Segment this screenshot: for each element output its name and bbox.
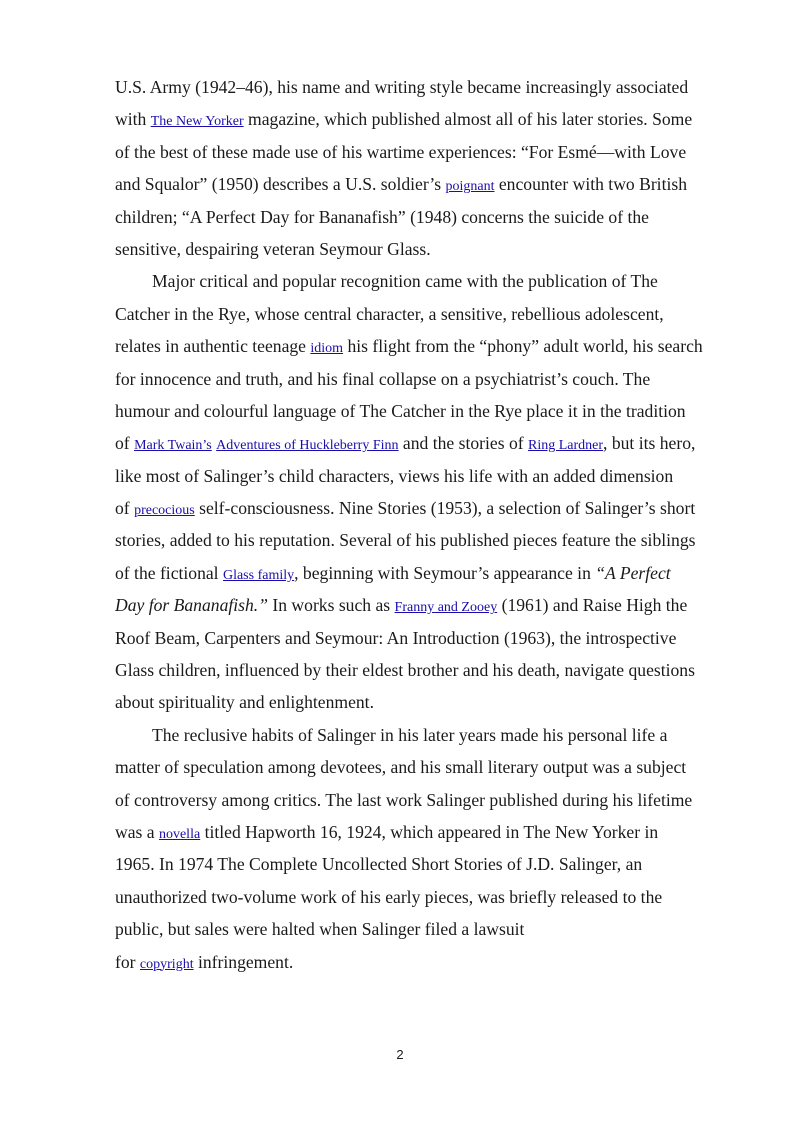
paragraph-2-line-1: Major critical and popular recognition came with the publication of The xyxy=(152,271,658,292)
text-run: self-consciousness. Nine Stories (1953), a selection of Salinger’s short xyxy=(194,498,696,519)
link-mark-twain[interactable]: Mark Twain’s xyxy=(134,438,212,454)
paragraph-2-line-5: humour and colourful language of The Catcher in the Rye place it in the tradition xyxy=(115,400,686,421)
link-ring-lardner[interactable]: Ring Lardner xyxy=(528,438,604,454)
paragraph-2-line-8 xyxy=(115,492,755,524)
italic-title: “A Perfect xyxy=(595,562,671,583)
paragraph-3-line-4 xyxy=(115,816,755,848)
paragraph-3-line-3: of controversy among critics. The last work Salinger published during his lifetime xyxy=(115,789,693,810)
page-number: 2 xyxy=(396,1047,404,1062)
text-run: In works such as xyxy=(267,595,395,616)
paragraph-3-line-8 xyxy=(115,946,755,978)
paragraph-2-line-9: stories, added to his reputation. Several of his published pieces feature the siblings xyxy=(115,530,696,551)
paragraph-2-line-11 xyxy=(115,589,755,621)
link-precocious[interactable]: precocious xyxy=(134,503,195,519)
text-run: titled Hapworth 16, 1924, which appeared in The New Yorker in xyxy=(200,821,659,842)
text-run: with xyxy=(115,109,151,130)
paragraph-2-line-3 xyxy=(115,330,755,362)
paragraph-2-line-4: for innocence and truth, and his final collapse on a psychiatrist’s couch. The xyxy=(115,368,651,389)
document-body xyxy=(115,71,755,978)
paragraph-1-line-6: sensitive, despairing veteran Seymour Glass. xyxy=(115,238,431,259)
link-the-new-yorker[interactable]: The New Yorker xyxy=(150,114,244,130)
paragraph-3-line-7: public, but sales were halted when Salinger filed a lawsuit xyxy=(115,919,525,940)
link-poignant[interactable]: poignant xyxy=(445,179,495,195)
link-idiom[interactable]: idiom xyxy=(310,341,344,357)
paragraph-3-line-2: matter of speculation among devotees, and his small literary output was a subject xyxy=(115,757,687,778)
link-copyright[interactable]: copyright xyxy=(139,956,194,972)
paragraph-1-line-3: of the best of these made use of his wartime experiences: “For Esmé—with Love xyxy=(115,141,687,162)
text-run: (1961) and Raise High the xyxy=(497,595,688,616)
link-huckleberry-finn[interactable]: Adventures of Huckleberry Finn xyxy=(216,438,399,454)
text-run: , but its hero, xyxy=(603,433,696,454)
paragraph-2-line-7: like most of Salinger’s child characters, views his life with an added dimension xyxy=(115,465,674,486)
paragraph-1-line-4 xyxy=(115,168,755,200)
text-run: encounter with two British xyxy=(494,174,687,195)
text-run: magazine, which published almost all of his later stories. Some xyxy=(243,109,693,130)
link-novella[interactable]: novella xyxy=(158,826,201,842)
paragraph-1-line-1: U.S. Army (1942–46), his name and writing style became increasingly associated xyxy=(115,77,689,97)
paragraph-2-line-12: Roof Beam, Carpenters and Seymour: An Introduction (1963), the introspective xyxy=(115,627,677,648)
paragraph-2-line-2: Catcher in the Rye, whose central character, a sensitive, rebellious adolescent, xyxy=(115,303,664,324)
paragraph-2-line-10 xyxy=(115,557,755,589)
paragraph-2-line-13: Glass children, influenced by their eldest brother and his death, navigate questions xyxy=(115,660,695,681)
text-run: of xyxy=(115,433,135,454)
text-run: of xyxy=(115,498,135,519)
paragraph-3-line-1: The reclusive habits of Salinger in his later years made his personal life a xyxy=(152,724,668,745)
link-franny-and-zooey[interactable]: Franny and Zooey xyxy=(394,600,498,616)
paragraph-1-line-2 xyxy=(115,103,755,135)
text-run: was a xyxy=(115,821,159,842)
paragraph-1-line-5: children; “A Perfect Day for Bananafish” (1948) concerns the suicide of the xyxy=(115,206,649,227)
text-run: his flight from the “phony” adult world, his search xyxy=(343,336,703,357)
paragraph-2-line-14: about spirituality and enlightenment. xyxy=(115,692,374,713)
text-run: infringement. xyxy=(193,951,294,972)
text-run: and the stories of xyxy=(398,433,528,454)
text-run: for xyxy=(115,951,140,972)
paragraph-3-line-6: unauthorized two-volume work of his early pieces, was briefly released to the xyxy=(115,886,663,907)
text-run: and Squalor” (1950) describes a U.S. soldier’s xyxy=(115,174,446,195)
text-run: relates in authentic teenage xyxy=(115,336,311,357)
italic-title: Day for Bananafish.” xyxy=(115,595,268,616)
paragraph-3-line-5: 1965. In 1974 The Complete Uncollected Short Stories of J.D. Salinger, an xyxy=(115,854,643,875)
paragraph-2-line-6 xyxy=(115,427,755,459)
link-glass-family[interactable]: Glass family xyxy=(222,567,295,583)
text-run: of the fictional xyxy=(115,562,223,583)
text-run: , beginning with Seymour’s appearance in xyxy=(294,562,596,583)
